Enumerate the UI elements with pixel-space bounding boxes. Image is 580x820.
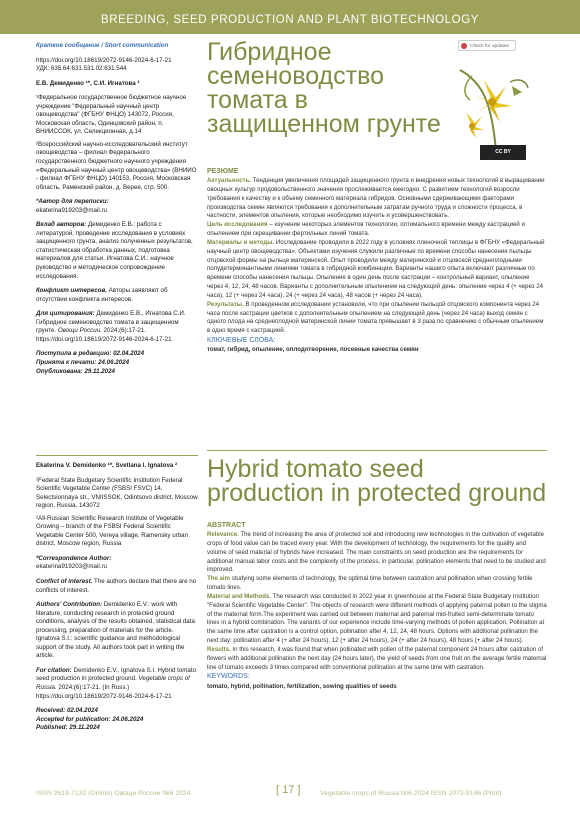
published-date-en: Published: 29.11.2024 <box>36 724 100 732</box>
abstract-heading: ABSTRACT <box>207 522 246 529</box>
correspondence-label-ru: *Автор для переписки: <box>36 198 109 206</box>
affiliation-2-en: ²All-Russian Scientific Research Institute of Vegetable Growing – branch of the FSBSI Federal Scientific Vegetable Center 500, Vereya village, Ramensky urban district, Moscow region, Russia <box>36 514 189 548</box>
aim-text-en: studying some elements of technology, the optimal time between castration and pollination when crossing fertile tomato lines. <box>207 575 533 592</box>
citation-ru <box>36 310 198 344</box>
goal-ru <box>207 221 547 239</box>
methods-en <box>207 593 547 646</box>
article-type-label: Краткое сообщение / Short communication <box>36 42 169 49</box>
methods-label-ru: Материалы и методы. <box>207 238 275 246</box>
contribution-text-en: Demidenko E.V.: work with literature, conducting research in protected ground conditions, analysis of the results obtained, statistical data processing, preparation of materials for the article. Ignatova S.I.: scientific guidance and methodological support of the study. All authors took part in writing the article. <box>36 601 195 660</box>
relevance-en <box>207 531 547 575</box>
conflict-text-ru: Авторы заявляют об отсутствии конфликта интересов. <box>36 287 168 303</box>
citation-text-ru: Демиденко Е.В., Игнатова С.И. Гибридное семеноводство томата в защищенном грунте. <box>36 310 186 335</box>
journal-section-title: BREEDING, SEED PRODUCTION AND PLANT BIOTECHNOLOGY <box>100 14 480 26</box>
correspondence-email-ru[interactable]: ekaterina919203@mail.ru <box>36 206 107 214</box>
left-info-column-ru <box>36 42 198 376</box>
conflict-en <box>36 578 198 595</box>
check-for-updates-badge[interactable] <box>458 40 516 51</box>
contribution-text-ru: Демиденко Е.В.: работа с литературой, проведение исследования в условиях защищенного грунта, анализ полученных результатов, статистическая обработка данных, подготовка материалов для статьи. Игнатова С.И.: научное руководство и методическое сопровождение исследования. <box>36 221 193 280</box>
accepted-date-ru: Принята к печати: 24.06.2024 <box>36 358 130 366</box>
relevance-label-ru: Актуальность. <box>207 177 252 185</box>
aim-en <box>207 575 547 593</box>
aim-label-en: The aim <box>207 575 231 583</box>
received-date-ru: Поступила в редакцию: 02.04.2024 <box>36 350 145 358</box>
contribution-label-ru: Вклад авторов: <box>36 221 87 229</box>
journal-header-band <box>0 0 580 34</box>
affiliation-2-ru: ²Всероссийский научно-исследовательский институт овощеводства – филиал Федерального государственного бюджетного научного учреждения «Федеральный научный центр овощеводства» (ВНИИО - филиал ФГБНУ ФНЦО) 140153, Россия, Московская область, Раменский район, д. Верея, стр. 500. <box>36 140 197 191</box>
methods-text-ru: Исследование проводили в 2022 году в условиях пленочной теплицы в ФГБНУ «Федеральный научный центр овощеводства». Объектами изучения служили различные по времени способы нанесения пыльцы отцовской формы на рыльце материнской. Опыт проводили между материнской и отцовской среднеплодными полудетерминантными линиями томата в гибридной комбинации. Варианты нашего опыта включают различные по времени способы нанесения пыльцы. Опыление в один день после кастрации – контрольный вариант, опыление через 4, 12, 24, 48 часов. Варианты с дополнительным опылением на следующий день: опыление через 4 (+ через 24 часа), 12 (+ через 24 часа), 24 (+ через 24 часа), 48 часов (+ через 24 часа). <box>207 238 545 299</box>
keywords-ru: томат, гибрид, опыление, оплодотворение, посевные качества семян <box>207 346 419 354</box>
citation-rest-en: 2024;(6):17-21. (In Russ.) https://doi.org/10.18619/2072-9146-2024-6-17-21 <box>36 684 172 700</box>
check-updates-label: Check for updates <box>470 44 509 49</box>
contribution-ru <box>36 221 198 281</box>
udk-code: УДК: 635.64:631.531.02:631.544 <box>36 65 127 73</box>
conflict-text-en: The authors declare that there are no conflicts of interest. <box>36 578 197 594</box>
article-title-ru: Гибридное семеноводство томата в защищенном грунте <box>207 38 441 138</box>
correspondence-label-en: *Correspondence Author: <box>36 554 112 562</box>
footer-left-issn: ISSN 2618-7132 (Online) Овощи России №6 2024 <box>36 790 191 797</box>
keywords-heading-ru: КЛЮЧЕВЫЕ СЛОВА: <box>207 337 276 345</box>
affiliation-1-en: ¹Federal State Budgetary Scientific Institution Federal Scientific Vegetable Center (FSBSI FSVC) 14, Selectsionnaya str., VNIISSOK, Odintsovo district, Moscow region, Russia, 143072 <box>36 476 198 510</box>
goal-label-ru: Цель исследования <box>207 221 268 229</box>
tomato-flower-illustration <box>452 62 532 156</box>
authors-ru: Е.В. Демиденко ¹*, С.И. Игнатова ² <box>36 79 140 87</box>
relevance-text-en: The trend of increasing the area of protected soil and introducing new technologies in the cultivation of vegetable crops of food value can be traced every year. With the development of technology, the requirements for the quality and volume of seed material of hybrids have increased. The main constraints on seed production are the requirements for additional manual labor costs and the complexity of the process, in particular, pollination elements that need to be studied and improved. <box>207 531 546 574</box>
contribution-label-en: Authors' Contribution: <box>36 601 103 609</box>
accepted-date-en: Accepted for publication: 24.06.2024 <box>36 715 144 723</box>
citation-text-en: Demidenko E.V., Ignatova S.I. Hybrid tomato seed production in protected ground. <box>36 666 197 683</box>
correspondence-email-en[interactable]: ekaterina919203@mail.ru <box>36 563 107 571</box>
received-date-en: Received: 02.04.2024 <box>36 707 98 715</box>
left-divider <box>36 455 198 456</box>
relevance-text-ru: Тенденция увеличения площадей защищенного грунта и внедрения новых технологий в выращивании овощных культур продовольственного значения прослеживается ежегодно. С развитием технологий возросли требования к качеству и к объему семенного материала гибридов. Основными сдерживающими факторами производства семян являются требования к дополнительным затратам ручного труда и сложности процесса, в частности, элементов опыления, которые необходимо изучить и усовершенствовать. <box>207 177 545 220</box>
right-divider <box>207 450 547 451</box>
results-label-ru: Результаты. <box>207 300 244 308</box>
methods-label-en: Material and Methods. <box>207 592 271 600</box>
relevance-ru <box>207 177 547 221</box>
conflict-ru <box>36 287 198 304</box>
keywords-en: tomato, hybrid, pollination, fertilization, sowing qualities of seeds <box>207 682 397 690</box>
results-text-en: In this research, it was found that when pollinated with pollen of the paternal component 24 hours after castration of flowers with additional pollination the next day (24 hours later), the yield of seeds from one fruit on the average fertile maternal line of tomato exceeds 3 times compared with conventional pollination at the same time with castration. <box>207 645 547 671</box>
citation-rest-ru: 2024;(6):17-21. https://doi.org/10.18619/2072-9146-2024-6-17-21 <box>36 327 172 343</box>
published-date-ru: Опубликована: 29.11.2024 <box>36 367 115 375</box>
affiliation-1-ru: ¹Федеральное государственное бюджетное научное учреждение "Федеральный научный центр овощеводства" (ФГБНУ ФНЦО) 143072, Россия, Московская область, Одинцовский район, п. ВНИИССОК, ул. Селекционная, д.14 <box>36 94 187 136</box>
keywords-heading-en: KEYWORDS: <box>207 673 250 681</box>
conflict-label-en: Conflict of interest. <box>36 578 93 586</box>
citation-en <box>36 667 198 701</box>
citation-label-en: For citation: <box>36 666 72 674</box>
page-number: [ 17 ] <box>276 784 301 796</box>
results-ru <box>207 301 547 336</box>
relevance-label-en: Relevance. <box>207 531 239 539</box>
citation-journal-ru: Овощи России. <box>57 327 102 335</box>
check-updates-icon <box>461 43 467 49</box>
abstract-en <box>207 521 547 691</box>
footer-right-issn: Vegetable crops of Russia №6 2024 ISSN 2072-9146 (Print) <box>320 790 502 797</box>
citation-label-ru: Для цитирования: <box>36 310 95 318</box>
citation-journal-en: Vegetable crops of Russia. <box>36 675 190 692</box>
methods-ru <box>207 239 547 301</box>
conflict-label-ru: Конфликт интересов. <box>36 287 107 295</box>
abstract-ru <box>207 167 547 355</box>
article-title-en: Hybrid tomato seed production in protected ground <box>207 455 547 507</box>
goal-text-ru: – изучение некоторых элементов технологии, оптимального времени между кастрацией и опылением при скрещивании фертильных линий томата. <box>207 221 525 238</box>
authors-en: Ekaterina V. Demidenko ¹*, Svetlana I. Ignatova ² <box>36 462 178 469</box>
results-label-en: Results. <box>207 645 231 653</box>
left-info-column-en <box>36 462 198 733</box>
resume-heading: РЕЗЮМЕ <box>207 168 239 175</box>
doi-link[interactable]: https://doi.org/10.18619/2072-9146-2024-6-17-21 <box>36 56 172 64</box>
results-en <box>207 646 547 672</box>
methods-text-en: The research was conducted in 2022 year in greenhouse at the Federal State Budgetary Institution "Federal Scientific Vegetable Center". The objects of research were different methods of applying paternal pollen to the stigma of the maternal form.The experiment was carried out between maternal and paternal mid-fruited semi-determinate tomato lines in a hybrid combination. The variants of our experience include time-varying methods of pollen application. Pollination at the same time after castration is a control option, pollination after 4, 12, 24, 48 hours. Options with additional pollination the next day: pollination after 4 (+ after 24 hours), 12 (+ after 24 hours), 24 (+ after 24 hours), 48 hours (+ after 24 hours). <box>207 592 547 645</box>
results-text-ru: В проведенном исследовании установили, что при опылении пыльцой отцовского компонента через 24 часа после кастрации цветков с дополнительным опылением на следующий день (через 24 часа) выход семян с одного плода на среднеплодной материнской линии томата превышает в 3 раза по сравнению с обычным опылением в одно время с кастрацией. <box>207 300 544 335</box>
cc-license-badge[interactable]: CC BY <box>480 145 526 160</box>
contribution-en <box>36 601 198 661</box>
